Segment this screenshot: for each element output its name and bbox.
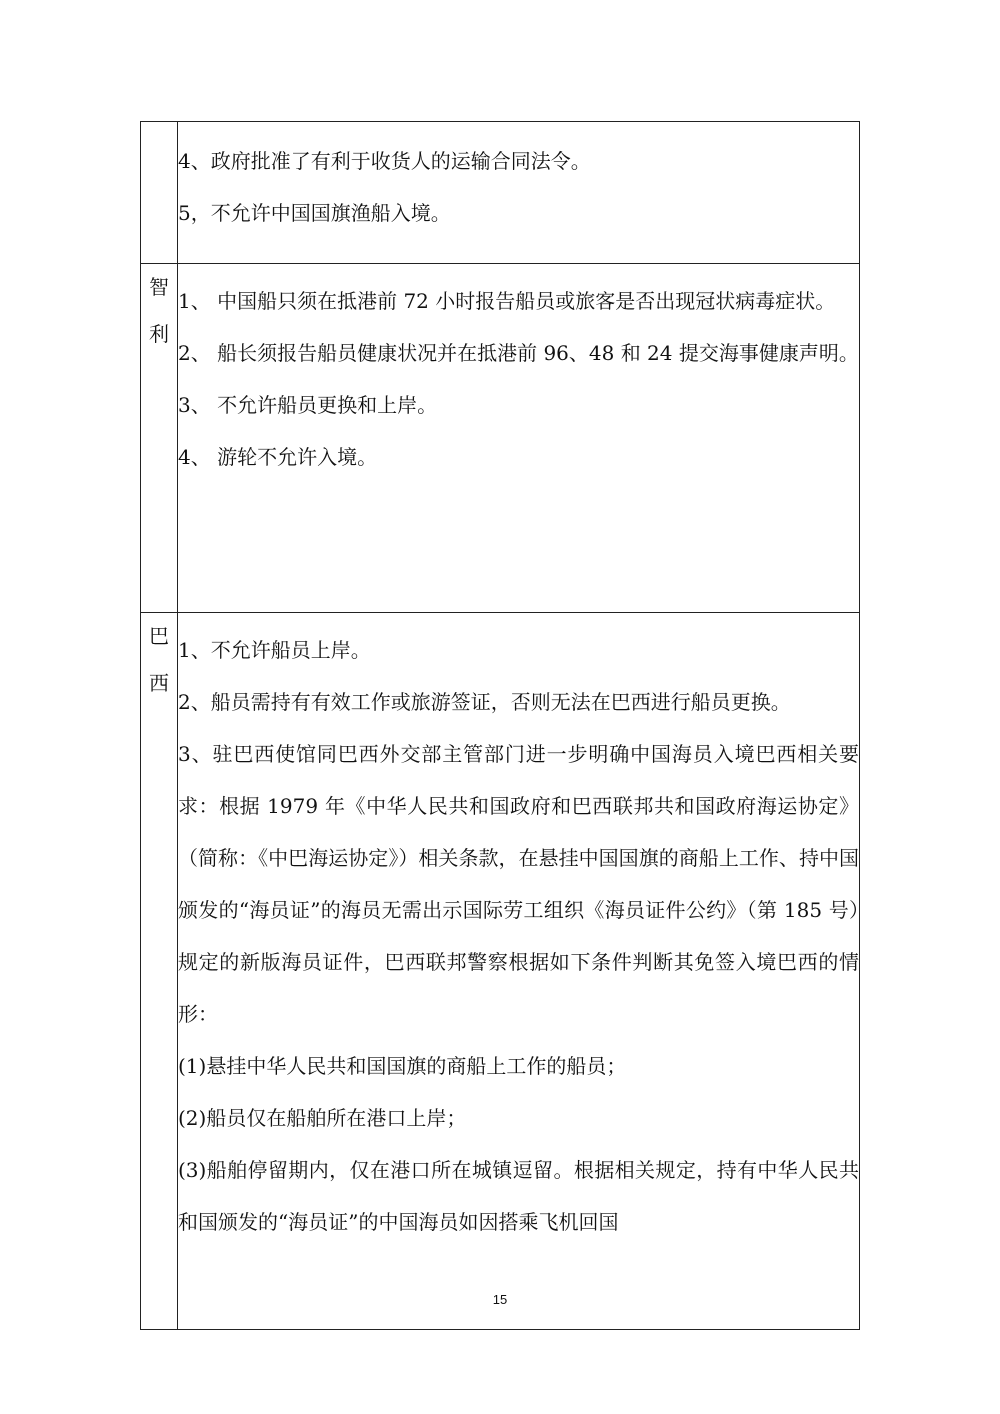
country-cell bbox=[141, 122, 178, 264]
list-item: 5，不允许中国国旗渔船入境。 bbox=[178, 201, 451, 225]
regulations-table bbox=[140, 121, 860, 1330]
content-cell bbox=[178, 264, 860, 613]
table-row bbox=[141, 122, 860, 264]
country-char: 智 bbox=[149, 275, 169, 299]
content-cell bbox=[178, 122, 860, 264]
country-cell-chile bbox=[141, 264, 178, 613]
page-number: 15 bbox=[492, 1292, 508, 1307]
country-char: 巴 bbox=[149, 624, 169, 648]
country-char: 利 bbox=[149, 322, 169, 346]
list-item: 3、驻巴西使馆同巴西外交部主管部门进一步明确中国海员入境巴西相关要求：根据 1979 年《中华人民共和国政府和巴西联邦共和国政府海运协定》（简称：《中巴海运协定》）相关条款，在悬挂中国国旗的商船上工作、持中国颁发的“海员证”的海员无需出示国际劳工组织《海员证件公约》（第 185 号）规定的新版海员证件，巴西联邦警察根据如下条件判断其免签入境巴西的情形： bbox=[178, 742, 859, 1026]
list-item: 4、 游轮不允许入境。 bbox=[178, 445, 378, 469]
table-row bbox=[141, 264, 860, 613]
list-item: 4、政府批准了有利于收货人的运输合同法令。 bbox=[178, 149, 591, 173]
list-item: 3、 不允许船员更换和上岸。 bbox=[178, 393, 438, 417]
list-item: 1、 中国船只须在抵港前 72 小时报告船员或旅客是否出现冠状病毒症状。 bbox=[178, 289, 836, 313]
country-cell-brazil bbox=[141, 613, 178, 1330]
list-item: (2)船员仅在船舶所在港口上岸； bbox=[178, 1106, 467, 1130]
list-item: 2、 船长须报告船员健康状况并在抵港前 96、48 和 24 提交海事健康声明。 bbox=[178, 341, 859, 365]
list-item: 2、船员需持有有效工作或旅游签证，否则无法在巴西进行船员更换。 bbox=[178, 690, 791, 714]
content-cell bbox=[178, 613, 860, 1330]
country-char: 西 bbox=[149, 671, 169, 695]
list-item: (3)船舶停留期内，仅在港口所在城镇逗留。根据相关规定，持有中华人民共和国颁发的“海员证”的中国海员如因搭乘飞机回国 bbox=[178, 1158, 859, 1234]
list-item: 1、不允许船员上岸。 bbox=[178, 638, 371, 662]
list-item: (1)悬挂中华人民共和国国旗的商船上工作的船员； bbox=[178, 1054, 627, 1078]
table-row bbox=[141, 613, 860, 1330]
